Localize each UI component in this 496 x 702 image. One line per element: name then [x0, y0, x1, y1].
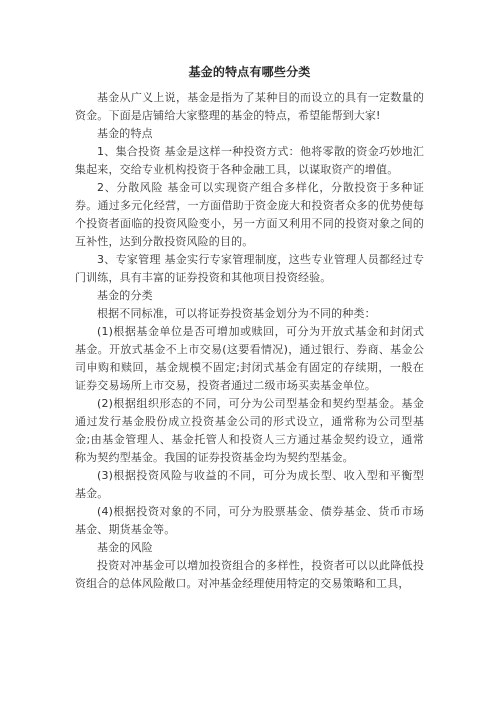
intro-paragraph: 基金从广义上说，基金是指为了某种目的而设立的具有一定数量的资金。下面是店铺给大家整理的基金的特点，希望能帮到大家! [75, 91, 424, 122]
classification-intro-paragraph: 根据不同标准，可以将证券投资基金划分为不同的种类： [97, 307, 376, 320]
risk-paragraph: 投资对冲基金可以增加投资组合的多样性，投资者可以以此降低投资组合的总体风险敞口。对冲基金经理使用特定的交易策略和工具， [75, 559, 424, 590]
section-heading-classification: 基金的分类 [97, 289, 153, 302]
classification-paragraph-risk-return: (3)根据投资风险与收益的不同，可分为成长型、收入型和平衡型基金。 [75, 469, 424, 500]
feature-paragraph-expert-management: 3、专家管理 基金实行专家管理制度，这些专业管理人员都经过专门训练，具有丰富的证券投资和其他项目投资经验。 [75, 253, 424, 284]
feature-paragraph-collective-investment: 1、集合投资 基金是这样一种投资方式：他将零散的资金巧妙地汇集起来，交给专业机构投资于各种金融工具，以谋取资产的增值。 [75, 145, 424, 176]
classification-paragraph-organization: (2)根据组织形态的不同，可分为公司型基金和契约型基金。基金通过发行基金股份成立投资基金公司的形式设立，通常称为公司型基金;由基金管理人、基金托管人和投资人三方通过基金契约设立，通常称为契约型基金。我国的证券投资基金均为契约型基金。 [75, 397, 424, 464]
document-body [75, 89, 424, 593]
feature-paragraph-risk-diversification: 2、分散风险 基金可以实现资产组合多样化，分散投资于多种证券。通过多元化经营，一方面借助于资金庞大和投资者众多的优势使每个投资者面临的投资风险变小，另一方面又利用不同的投资对象之间的互补性，达到分散投资风险的目的。 [75, 181, 424, 248]
section-heading-risk: 基金的风险 [97, 541, 153, 554]
classification-paragraph-investment-target: (4)根据投资对象的不同，可分为股票基金、债券基金、货币市场基金、期货基金等。 [75, 505, 424, 536]
classification-paragraph-open-closed: (1)根据基金单位是否可增加或赎回，可分为开放式基金和封闭式基金。开放式基金不上市交易(这要看情况)，通过银行、券商、基金公司申购和赎回，基金规模不固定;封闭式基金有固定的存续期，一般在证券交易场所上市交易，投资者通过二级市场买卖基金单位。 [75, 325, 424, 392]
section-heading-features: 基金的特点 [97, 127, 153, 140]
document-title: 基金的特点有哪些分类 [188, 65, 311, 79]
